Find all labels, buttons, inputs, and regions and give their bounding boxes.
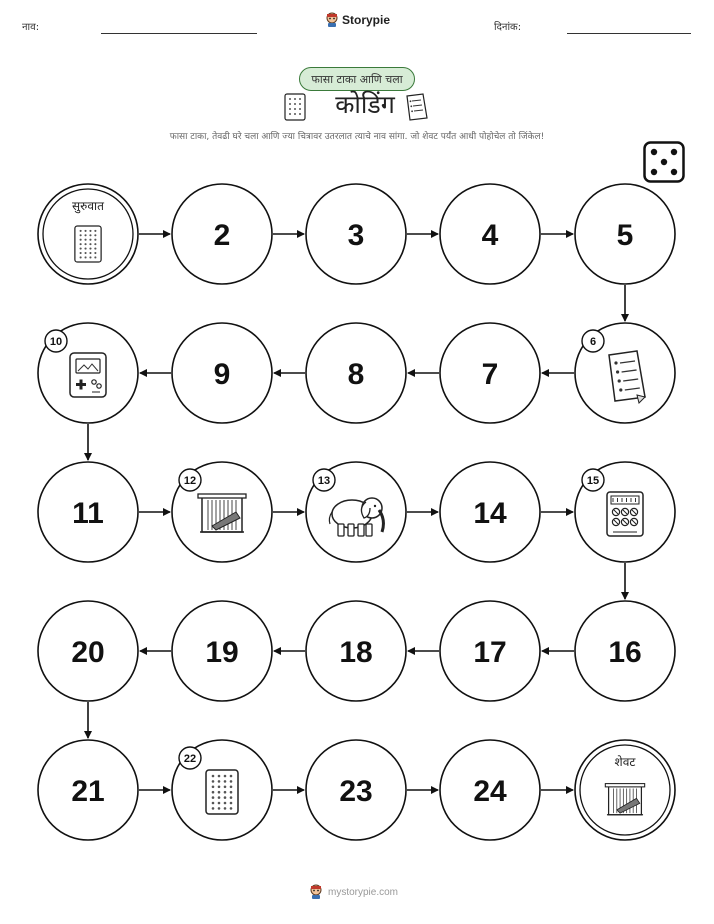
cell-number: 15 — [586, 475, 600, 487]
cell-number: 6 — [589, 336, 597, 348]
board-cell-20 — [38, 601, 138, 701]
board-cell-9 — [172, 323, 272, 423]
board-cell-13 — [306, 462, 406, 562]
cell-number: 20 — [71, 636, 105, 669]
finish-label: शेवट — [614, 755, 636, 769]
cell-number: 10 — [49, 336, 63, 348]
cell-number: 24 — [473, 775, 507, 808]
name-label: नाव: — [22, 22, 40, 33]
cell-number: 13 — [317, 475, 331, 487]
storypie-mascot-icon — [308, 884, 324, 900]
loom-icon — [605, 784, 644, 815]
cell-number-badge — [45, 330, 67, 352]
board-cell-5 — [575, 184, 675, 284]
board-cell-10 — [38, 323, 138, 423]
board-cell-11 — [38, 462, 138, 562]
cell-number: 2 — [213, 219, 231, 252]
board-cell-23 — [306, 740, 406, 840]
board-cell-24 — [440, 740, 540, 840]
cell-number-badge — [582, 330, 604, 352]
game-tag: फासा टाका आणि चला — [299, 67, 415, 91]
board-cell-1 — [38, 184, 138, 284]
board-cell-6 — [575, 323, 675, 423]
loom-icon — [198, 494, 246, 532]
cell-number: 11 — [72, 497, 104, 530]
punch-card-icon — [206, 770, 238, 814]
board-cell-8 — [306, 323, 406, 423]
board-cell-18 — [306, 601, 406, 701]
cell-number-badge — [582, 469, 604, 491]
page-title: कोडिंग — [335, 90, 395, 119]
cell-number: 3 — [347, 219, 365, 252]
start-label: सुरुवात — [72, 199, 104, 213]
cell-number: 21 — [71, 775, 105, 808]
punch-card-icon — [75, 226, 101, 262]
board-cell-2 — [172, 184, 272, 284]
board-cell-7 — [440, 323, 540, 423]
cell-number: 18 — [339, 636, 373, 669]
board-cell-14 — [440, 462, 540, 562]
board-cell-17 — [440, 601, 540, 701]
board-cell-25 — [575, 740, 675, 840]
footer — [308, 884, 398, 900]
date-label: दिनांक: — [494, 22, 522, 33]
cell-number: 19 — [205, 636, 239, 669]
cell-number: 12 — [183, 475, 197, 487]
site-url: mystorypie.com — [328, 886, 399, 898]
handheld-game-icon — [70, 353, 106, 397]
brand-name: Storypie — [342, 13, 391, 27]
cell-number: 9 — [213, 358, 231, 391]
board-cell-12 — [172, 462, 272, 562]
cell-number: 7 — [481, 358, 499, 391]
cell-number-badge — [179, 747, 201, 769]
cell-number: 14 — [473, 497, 507, 530]
board-cell-4 — [440, 184, 540, 284]
cell-number: 5 — [616, 219, 634, 252]
pattern-board-icon — [607, 492, 643, 536]
instructions: फासा टाका, तेवढी घरे चला आणि ज्या चित्रावर उतरलात त्याचे नाव सांगा. जो शेवट पर्यंत आधी पोहोचेल तो जिंकेल! — [169, 132, 545, 142]
board-cell-16 — [575, 601, 675, 701]
board-cell-21 — [38, 740, 138, 840]
cell-number: 8 — [347, 358, 365, 391]
board-cell-3 — [306, 184, 406, 284]
cell-number: 4 — [481, 219, 499, 252]
cell-number: 23 — [339, 775, 373, 808]
board-cell-22 — [172, 740, 272, 840]
cell-number: 16 — [608, 636, 642, 669]
board-cell-19 — [172, 601, 272, 701]
cell-number-badge — [313, 469, 335, 491]
cell-number: 22 — [183, 753, 197, 765]
board-cell-15 — [575, 462, 675, 562]
cell-number-badge — [179, 469, 201, 491]
cell-number: 17 — [473, 636, 507, 669]
